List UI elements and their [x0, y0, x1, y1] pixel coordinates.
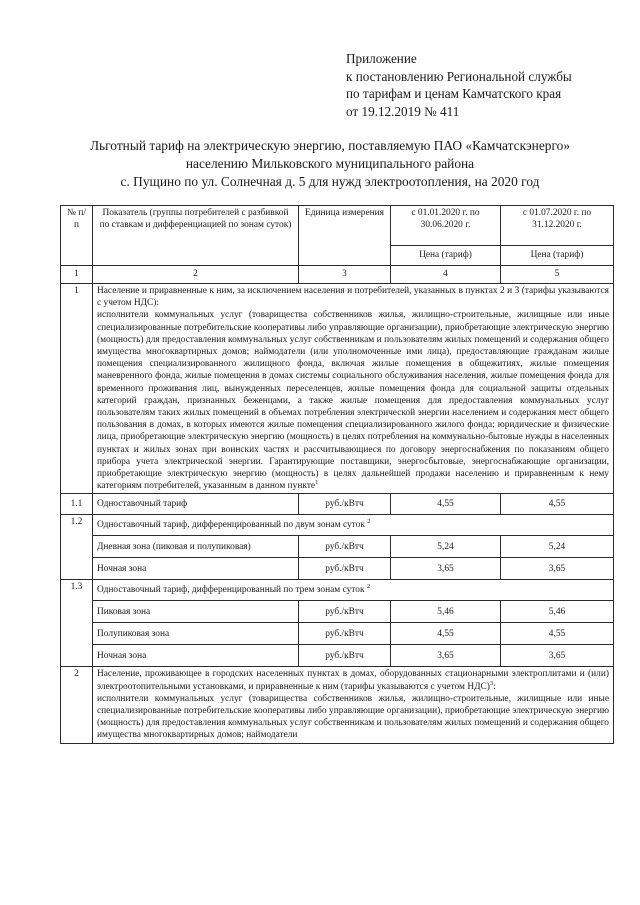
row-1-3-peak-unit: руб./кВтч: [299, 601, 391, 623]
col-number-5: 5: [501, 266, 614, 284]
row-1-3-night-unit: руб./кВтч: [299, 645, 391, 667]
row-1-3-peak: [61, 601, 614, 623]
header-unit: Единица измерения: [299, 206, 391, 266]
col-number-1: 1: [61, 266, 93, 284]
appendix-line-4: от 19.12.2019 № 411: [346, 103, 460, 119]
row-1-2-footnote-mark: 2: [367, 518, 371, 526]
section-2-intro: Население, проживающее в городских населенных пунктах в домах, оборудованных стационарными электроплитами и (или) электроотопительными установками, и приравненные к ним (тарифы указываются с учетом НДС): [97, 669, 609, 692]
header-indicator: Показатель (группы потребителей с разбивкой по ставкам и дифференциацией по зонам суток): [93, 206, 299, 266]
row-1-2-num: 1.2: [61, 515, 93, 580]
row-1-3-peak-value-1: 5,46: [391, 601, 501, 623]
header-period-1: с 01.01.2020 г. по 30.06.2020 г.: [391, 206, 501, 246]
row-1-1-value-1: 4,55: [391, 494, 501, 515]
row-1-3-night-value-1: 3,65: [391, 645, 501, 667]
row-1-3-semipeak-label: Полупиковая зона: [93, 623, 299, 645]
header-num: № п/п: [61, 206, 93, 266]
tariff-table: [60, 205, 614, 744]
row-1-2-day-unit: руб./кВтч: [299, 536, 391, 558]
col-number-3: 3: [299, 266, 391, 284]
row-1-1-value-2: 4,55: [501, 494, 614, 515]
section-1-row: [61, 284, 614, 494]
row-1-2-night: [61, 558, 614, 580]
col-number-4: 4: [391, 266, 501, 284]
section-2-row: [61, 667, 614, 743]
document-title: [30, 137, 630, 191]
row-1-3-night: [61, 645, 614, 667]
row-1-3-peak-value-2: 5,46: [501, 601, 614, 623]
section-2-description: Население, проживающее в городских населенных пунктах в домах, оборудованных стационарными электроплитами и (или) электроотопительными установками, и приравненные к ним (тарифы указываются с учетом НДС)$^3$: исполнители коммунальных услуг (товарищества собственников жилья, жилищно-строительные, жилищные или иные специализированные потребительские кооперативы либо управляющие организации), приобретающие электрическую энергию (мощность) для предоставления коммунальных услуг собственникам и пользователям жилых помещений и содержания общего имущества многоквартирных домов; наймодатели: [93, 667, 614, 743]
row-1-3-peak-label: Пиковая зона: [93, 601, 299, 623]
appendix-line-3: по тарифам и ценам Камчатского края: [346, 86, 562, 101]
row-1-1: [61, 494, 614, 515]
row-1-2-night-label: Ночная зона: [93, 558, 299, 580]
header-price-1: Цена (тариф): [391, 246, 501, 266]
section-1-num: 1: [61, 284, 93, 494]
header-row: [61, 206, 614, 246]
appendix-line-1: Приложение: [346, 51, 417, 66]
row-1-2-day-label: Дневная зона (пиковая и полупиковая): [93, 536, 299, 558]
row-1-2: [61, 515, 614, 536]
row-1-3-heading: [93, 580, 614, 601]
row-1-3-semipeak: [61, 623, 614, 645]
title-line-1: Льготный тариф на электрическую энергию, поставляемую ПАО «Камчатскэнерго»: [89, 138, 571, 153]
row-1-3-semipeak-value-1: 4,55: [391, 623, 501, 645]
row-1-2-day-value-1: 5,24: [391, 536, 501, 558]
section-2-footnote-mark: 3: [489, 679, 494, 687]
section-2-text: исполнители коммунальных услуг (товарищества собственников жилья, жилищно-строительные, жилищные или иные специализированные потребительские кооперативы либо управляющие организации), приобретающие электрическую энергию (мощность) для предоставления коммунальных услуг собственникам и пользователям жилых помещений и содержания общего имущества многоквартирных домов; наймодатели: [97, 693, 609, 741]
row-1-3-night-label: Ночная зона: [93, 645, 299, 667]
section-1-description: [93, 284, 614, 494]
row-1-2-heading: [93, 515, 614, 536]
row-1-2-day: [61, 536, 614, 558]
section-1-footnote-mark: 1: [315, 479, 319, 487]
column-numbers-row: [61, 266, 614, 284]
row-1-3-night-value-2: 3,65: [501, 645, 614, 667]
col-number-2: 2: [93, 266, 299, 284]
title-line-3: с. Пущино по ул. Солнечная д. 5 для нужд электроотопления, на 2020 год: [120, 174, 540, 189]
appendix-block: [346, 50, 636, 120]
row-1-2-night-value-1: 3,65: [391, 558, 501, 580]
title-line-2: населению Мильковского муниципального района: [185, 156, 475, 171]
row-1-2-night-unit: руб./кВтч: [299, 558, 391, 580]
section-2-num: 2: [61, 667, 93, 743]
section-1-text: исполнители коммунальных услуг (товарищества собственников жилья, жилищно-строительные, жилищные или иные специализированные потребительские кооперативы либо управляющие организации), приобретающие электрическую энергию (мощность) для предоставления коммунальных услуг собственникам и пользователям жилых помещений и содержания общего имущества многоквартирных домов; наймодатели (или уполномоченные ими лица), предоставляющие гражданам жилые помещения специализированного жилищного фонда, включая жилые помещения в общежитиях, жилые помещения маневренного фонда, жилые помещения в домах системы социального обслуживания населения, жилые помещения фонда для временного проживания лиц, вынужденных переселенцев, жилые помещения фонда для социальной защиты отдельных категорий граждан, признанных беженцами, а также жилые помещения для предоставления коммунальных услуг пользователям таких жилых помещений в объемах потребления электрической энергии населением и содержания мест общего пользования в домах, в которых имеются жилые помещения специализированного жилого фонда; юридические и физические лица, приобретающие электрическую энергию (мощность) в целях потребления на коммунально-бытовые нужды в населенных пунктах и жилых зонах при воинских частях и рассчитывающиеся по договору энергоснабжения по показаниям общего прибора учета электрической энергии. Гарантирующие поставщики, энергосбытовые, энергоснабжающие организации, приобретающие электрическую энергию (мощность) в целях дальнейшей продажи населению и приравненным к нему категориям потребителей, указанным в данном пункте: [97, 310, 609, 492]
row-1-3-footnote-mark: 2: [366, 583, 371, 591]
row-1-1-num: 1.1: [61, 494, 93, 515]
row-1-2-night-value-2: 3,65: [501, 558, 614, 580]
row-1-2-label: Одноставочный тариф, дифференцированный по двум зонам суток: [97, 520, 365, 531]
appendix-line-2: к постановлению Региональной службы: [346, 68, 572, 84]
row-1-3: [61, 580, 614, 601]
row-1-1-label: Одноставочный тариф: [93, 494, 299, 515]
row-1-2-day-value-2: 5,24: [501, 536, 614, 558]
header-period-2: с 01.07.2020 г. по 31.12.2020 г.: [501, 206, 614, 246]
row-1-3-label: Одноставочный тариф, дифференцированный по трем зонам суток: [97, 585, 365, 596]
row-1-3-num: 1.3: [61, 580, 93, 667]
row-1-3-semipeak-unit: руб./кВтч: [299, 623, 391, 645]
row-1-1-unit: руб./кВтч: [299, 494, 391, 515]
section-1-intro: Население и приравненные к ним, за исключением населения и потребителей, указанных в пунктах 2 и 3 (тарифы указываются с учетом НДС):: [97, 286, 609, 309]
row-1-3-semipeak-value-2: 4,55: [501, 623, 614, 645]
header-price-2: Цена (тариф): [501, 246, 614, 266]
